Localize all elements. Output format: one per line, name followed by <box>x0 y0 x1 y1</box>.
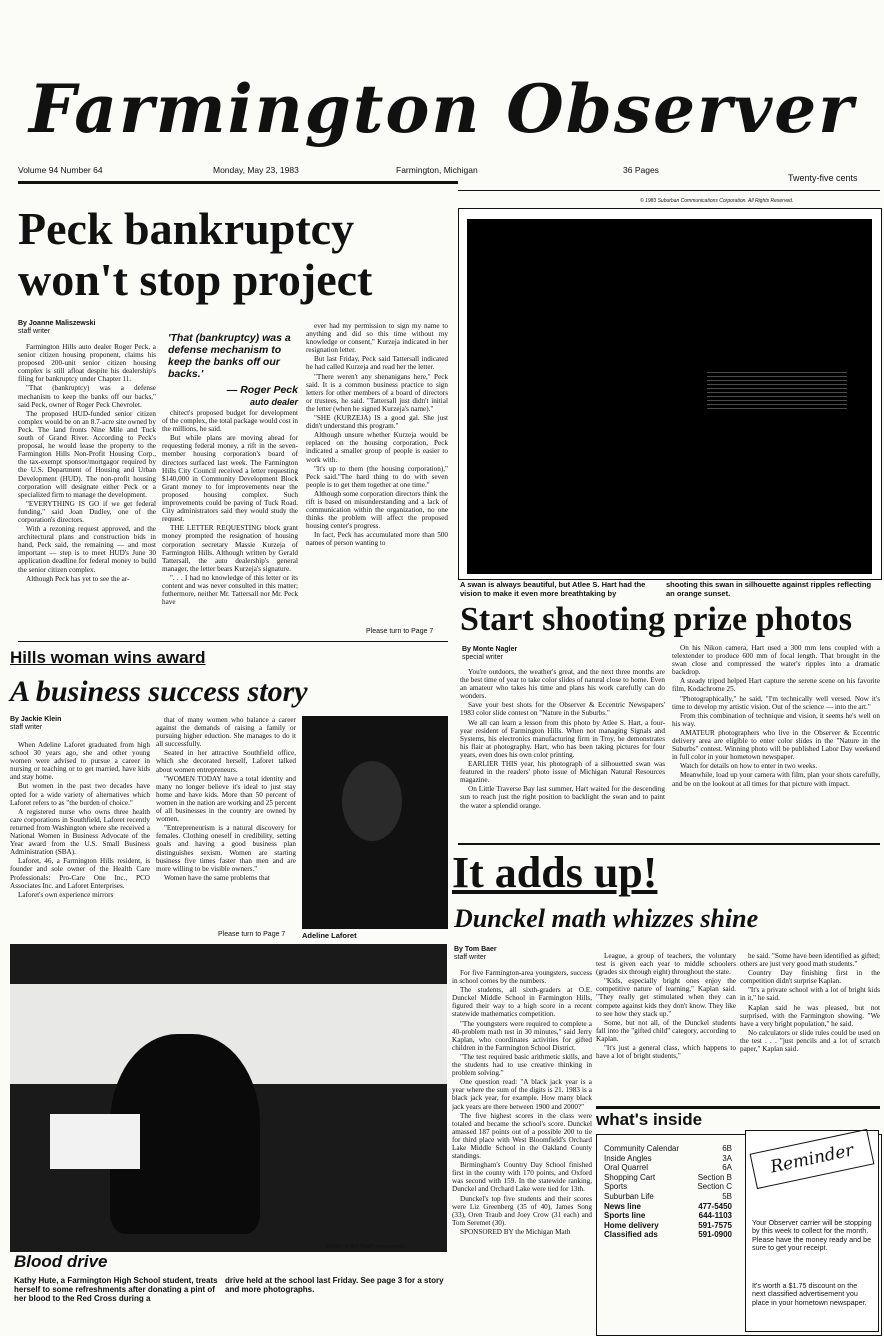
laforet-photo <box>302 716 448 929</box>
swan-byline-role: special writer <box>462 654 503 661</box>
math-column-3 <box>740 952 880 1112</box>
swan-byline <box>462 646 517 662</box>
blood-drive-photo <box>10 944 447 1252</box>
list-item[interactable]: Inside Angles 3A <box>604 1153 732 1163</box>
paragraph: Seated in her attractive Southfield office, which she decorated herself, Laforet talked about women entrepreneurs. <box>156 749 296 774</box>
paragraph: A steady tripod helped Hart capture the serene scene on his favorite film, Kodachrome 25. <box>672 677 880 694</box>
paragraph: Laforet, 46, a Farmington Hills resident, is founder and sole owner of the Health Care Professionals: Pro-Care One Inc., PCO Associates Inc. and Laforet Enterprises. <box>10 857 150 890</box>
hills-jump-line: Please turn to Page 7 <box>218 931 286 938</box>
peck-column-1 <box>18 343 156 639</box>
paragraph: "Kids, especially bright ones enjoy the competitive nature of learning," Kaplan said. "They really get stimulated when they can compete against kids they don't know. They like to see how they stack up." <box>596 977 736 1018</box>
paragraph: Meanwhile, load up your camera with film, plan your shots carefully, and be on the lookout at all times for that picture with impact. <box>672 771 880 788</box>
info-bar <box>18 163 884 183</box>
paragraph: No calculators or slide rules could be used on the test . . . "just pencils and a lot of scratch paper," Kaplan said. <box>740 1028 880 1054</box>
paragraph: "The youngsters were required to complete a 40-problem math test in 30 minutes," said Jerry Kaplan, who coordinates activities for gifted children in the Farmington School District. <box>452 1019 592 1052</box>
peck-pull-quote <box>168 332 298 408</box>
section-divider <box>18 641 448 642</box>
paragraph: "SHE (KURZEJA) IS a good gal. She just didn't understand this program." <box>306 414 448 431</box>
paragraph: The students, all sixth-graders at O.E. Dunckel Middle School in Farmington Hills, figured their way to a high score in a recent statewide mathematics competition. <box>452 986 592 1019</box>
paragraph: "It's a private school with a lot of bright kids in it," he said. <box>740 986 880 1003</box>
paragraph: Some, but not all, of the Dunckel students fall into the "gifted child" category, according to Kaplan. <box>596 1018 736 1043</box>
pull-quote-text: 'That (bankruptcy) was a defense mechanism to keep the banks off our backs.' <box>168 332 291 380</box>
swan-caption-right: shooting this swan in silhouette against ripples reflecting an orange sunset. <box>666 580 872 598</box>
paragraph: AMATEUR photographers who live in the Observer & Eccentric delivery area are eligible to enter color slides in the "Nature in the Suburbs" contest. Winning photo will be published Labor Day weekend in full color in your hometown newspaper. <box>672 728 880 762</box>
paragraph: Women have the same problems that <box>164 873 270 882</box>
paragraph: On Little Traverse Bay last summer, Hart waited for the descending sun to reach just the right position to backlight the swan and to paint the water a splendid orange. <box>460 785 665 810</box>
peck-column-2 <box>162 409 298 639</box>
swan-silhouette <box>707 369 847 409</box>
paragraph: Although some corporation directors think the rift is based on misunderstanding and a lack of communication within the organization, no one thinks the problem will affect the proposed housing center's progress. <box>306 489 448 531</box>
paragraph: But while plans are moving ahead for requesting federal money, a rift in the seven-member housing corporation's board of directors surfaced last week. The Farmington Hills City Council received a letter requesting $140,000 in Community Development Block Grant money to for improvements near the proposed housing complex. Such improvements could be paving of Tuck Road. City administrators said they would study the request. <box>162 434 298 524</box>
paragraph: Kaplan said he was pleased, but not surprised, with the Farmington showing. "We have a very bright population," he said. <box>740 1003 880 1028</box>
pages-label: 36 Pages <box>623 165 659 175</box>
paragraph: chitect's proposed budget for development of the complex, the total package would cost in the millions, he said. <box>162 409 298 434</box>
hills-kicker: Hills woman wins award <box>10 648 206 667</box>
hills-column-1 <box>10 741 150 934</box>
paragraph: Dunckel's top five students and their scores were Liz Greenberg (35 of 40), James Song (33), Oren Traub and Joey Crow (31 each) and Tom Seremet (30). <box>452 1194 592 1227</box>
paragraph: Although Peck has yet to see the ar- <box>26 574 130 583</box>
math-byline <box>454 946 497 962</box>
paragraph: Although unsure whether Kurzeja would be replaced on the housing corporation, Peck indicated a smaller group of people is easier to work with. <box>306 431 448 464</box>
list-item[interactable]: Sports line 644-1103 <box>604 1211 732 1221</box>
swan-caption-left: A swan is always beautiful, but Atlee S. Hart had the vision to make it even more breathtaking by <box>460 580 646 598</box>
paragraph: "Entrepreneurism is a natural discovery for females. Clothing oneself in credibility, setting goals and having a good business plan distinguishes sexism. Women are starting business five times faster than men and are more willing to be visible owners." <box>156 824 296 873</box>
paragraph: "It's up to them (the housing corporation)," Peck said."The hard thing to do with seven people is to get them together at one time." <box>306 464 448 489</box>
blood-caption-left: Kathy Hute, a Farmington High School student, treats herself to some refreshments after donating a pint of her blood to the Red Cross during a <box>14 1276 218 1303</box>
paragraph: From this combination of technique and vision, it seems he's well on his way. <box>672 711 880 728</box>
portrait-shape <box>342 761 402 841</box>
blood-drive-title: Blood drive <box>14 1252 108 1271</box>
paragraph: ever had my permission to sign my name to anything and did so this time without my knowledge or consent," Kurzeja indicated in her resignation letter. <box>306 322 448 355</box>
swan-photo-frame <box>458 208 882 580</box>
whats-inside-list <box>604 1144 732 1240</box>
paragraph: Birmingham's Country Day School finished first in the county with 170 points, and Oxford was second with 159. In the statewide ranking, Dunckel and Orchard Lake were tied for 13th. <box>452 1161 592 1194</box>
paragraph: "WOMEN TODAY have a total identity and many no longer believe it's ideal to just stay home and have kids. More than 50 percent of women in the nation are working and 25 percent of all businesses in the country are owned by women. <box>156 774 296 824</box>
hills-byline <box>10 716 61 732</box>
paragraph: Laforet's own experience mirrors <box>18 890 114 899</box>
paragraph: THE LETTER REQUESTING block grant money prompted the resignation of housing corporation secretary Massie Kurzeja of Farmington Hills. Although written by Gerald Tattersall, the auto dealership's general manager, the letter bears Kurzeja's signature. <box>162 524 298 573</box>
peck-column-3 <box>306 322 448 622</box>
reminder-title: Reminder <box>750 1129 875 1189</box>
paragraph: For five Farmington-area youngsters, success in school comes by the numbers. <box>452 969 592 986</box>
paragraph: ". . . I had no knowledge of this letter or its content and was never consulted in this matter; futhermore, neither Mr. Tattersall nor Mr. Peck have <box>162 573 298 607</box>
peck-headline-2: won't stop project <box>18 254 373 305</box>
swan-photo <box>467 219 872 574</box>
paragraph: "That (bankruptcy) was a defense mechanism to keep the banks off our backs," said Peck, owner of Roger Peck Chevrolet. <box>18 384 156 409</box>
paragraph: "Photographically," he said, "I'm technically well versed. Now it's time to develop my artistic vision. Out of the science — into the art." <box>672 694 880 711</box>
math-byline-name: By Tom Baer <box>454 946 497 953</box>
paragraph: "There weren't any shenanigans here," Peck said. It is a common business practice to sign letters for other members of a board of directors or trustees, he said. "Tattersall just didn't initial the letter (when he signed Kurzeja's name)." <box>306 372 448 413</box>
list-item[interactable]: Community Calendar 6B <box>604 1144 732 1153</box>
paragraph: he said. "Some have been identified as gifted; others are just very good math students." <box>740 952 880 969</box>
list-item[interactable]: Shopping Cart Section B <box>604 1172 732 1182</box>
paragraph: that of many women who balance a career against the demands of raising a family or pursuing higher eduction. She manages to do it all successfully. <box>156 716 296 749</box>
peck-jump-line: Please turn to Page 7 <box>366 628 434 635</box>
place-label: Farmington, Michigan <box>396 165 478 175</box>
swan-headline: Start shooting prize photos <box>460 601 852 638</box>
paragraph: The proposed HUD-funded senior citizen complex would be on an 8.7-acre site owned by Peck. The land fronts Nine Mile and Tuck south of Grand River. According to Peck's proposal, he would lease the property to the Farmington Hills Non-Profit Housing Corp., the tax-exempt sponsor/mortgagor required by the U.S. Department of Housing and Urban Development (HUD). The non-profit housing corporation will designate either Peck or a specialized firm to manage the development. <box>18 409 156 499</box>
paragraph: But last Friday, Peck said Tattersall indicated he had called Kurzeja and read her the letter. <box>306 355 448 372</box>
paragraph: EARLIER THIS year, his photograph of a silhouetted swan was featured in the readers' photo issue of Michigan Natural Resources magazine. <box>460 760 665 785</box>
photo-credit: RANDY BORST/staff photographer <box>326 1244 404 1250</box>
reminder-text-1: Your Observer carrier will be stopping by this week to collect for the month. Please have the money ready and be sure to get your receipt. <box>752 1218 872 1253</box>
paragraph: Farmington Hills auto dealer Roger Peck, a senior citizen housing proponent, claims his proposed 200-unit senior citizen housing complex is still afloat despite his dealership's filing for bankruptcy under Chapter 11. <box>18 343 156 384</box>
swan-divider <box>458 843 880 845</box>
list-item[interactable]: News line 477-5450 <box>604 1201 732 1211</box>
paragraph: Save your best shots for the Observer & Eccentric Newspapers' 1983 color slide contest on "Nature in the Suburbs." <box>460 701 665 718</box>
hills-headline: A business success story <box>10 675 308 708</box>
peck-headline-1: Peck bankruptcy <box>18 203 355 254</box>
reminder-text-2: It's worth a $1.75 discount on the next classified advertisement you place in your hometown newspaper. <box>752 1281 867 1307</box>
masthead-title: Farmington Observer <box>29 70 855 148</box>
paragraph: The five highest scores in the class were totaled and became the school's score. Dunckel amassed 187 points out of a possible 200 to tie for third place with West Bloomfield's Orchard Lake Middle School in the Oakland County standings. <box>452 1111 592 1161</box>
blood-caption-right: drive held at the school last Friday. See page 3 for a story and more photographs. <box>225 1276 444 1294</box>
price-label: Twenty-five cents <box>788 173 858 183</box>
list-item[interactable]: Oral Quarrel 6A <box>604 1163 732 1173</box>
hills-byline-name: By Jackie Klein <box>10 716 62 723</box>
math-headline: It adds up! <box>452 848 658 897</box>
tray-shape <box>50 1114 140 1169</box>
copyright-notice: © 1983 Suburban Communications Corporation. All Rights Reserved. <box>640 198 794 204</box>
peck-byline-name: By Joanne Maliszewski <box>18 320 96 327</box>
paragraph: With a rezoning request approved, and the architectural plans and construction bids in hand, Peck said, the remaining — and most important — step is to meet HUD's June 30 application deadline for federal money to build the senior citizen complex. <box>18 525 156 574</box>
volume-label: Volume 94 Number 64 <box>18 165 103 175</box>
math-column-2 <box>596 952 736 1097</box>
pull-quote-attribution: — Roger Peck <box>226 384 298 396</box>
paragraph: "It's just a general class, which happens to have a lot of bright students," <box>596 1044 736 1061</box>
paragraph: "The test required basic arithmetic skills, and the students had to use creative thinking in problem solving." <box>452 1052 592 1078</box>
swan-column-1 <box>460 668 665 840</box>
paragraph: One question read: "A black jack year is a year where the sum of the digits is 21. 1983 is a black jack year, for example. How many black jack years are there between 1900 and 2000?" <box>452 1078 592 1111</box>
list-item[interactable]: Classified ads 591-0900 <box>604 1230 732 1240</box>
swan-column-2 <box>672 644 880 840</box>
list-item[interactable]: Suburban Life 5B <box>604 1191 732 1201</box>
whats-inside-title: what's inside <box>596 1110 703 1129</box>
paragraph: "EVERYTHING IS GO if we get federal funding," said Joan Dudley, one of the corporation's directors. <box>18 499 156 524</box>
hills-byline-role: staff writer <box>10 724 43 731</box>
whats-inside-rule <box>596 1106 880 1109</box>
laforet-caption: Adeline Laforet <box>302 931 357 940</box>
peck-byline-role: staff writer <box>18 328 51 335</box>
hills-column-2 <box>156 716 296 929</box>
peck-byline <box>18 320 95 336</box>
paragraph: But women in the past two decades have opted for a wide variety of alternatives which Laforet refers to as "the burden of choice." <box>10 782 150 807</box>
paragraph: SPONSORED BY the Michigan Math <box>460 1227 571 1236</box>
list-item[interactable]: Home delivery 591-7575 <box>604 1220 732 1230</box>
math-column-1 <box>452 969 592 1331</box>
paragraph: Country Day finishing first in the competition didn't surprise Kaplan. <box>740 969 880 986</box>
paragraph: League, a group of teachers, the voluntary test is given each year to middle schoolers (grades six through eight) throughout the state. <box>596 952 736 977</box>
math-byline-role: staff writer <box>454 954 487 961</box>
masthead-rule-left <box>18 181 458 184</box>
swan-byline-name: By Monte Nagler <box>462 646 518 653</box>
paragraph: A registered nurse who owns three health care corporations in Southfield, Laforet recently returned from Washington where she received a National Women in Business Advocate of the Year award from the U.S. Small Business Administration (SBA). <box>10 807 150 857</box>
paragraph: When Adeline Laforet graduated from high school 30 years ago, she and other young women were advised to pursue a career in nursing or teaching or to get married, have kids and stay home. <box>10 741 150 782</box>
date-label: Monday, May 23, 1983 <box>213 165 299 175</box>
list-item[interactable]: Sports Section C <box>604 1182 732 1192</box>
reminder-box <box>745 1130 879 1332</box>
masthead-rule-right <box>458 190 880 191</box>
math-subhead: Dunckel math whizzes shine <box>454 904 759 933</box>
pull-quote-attribution-role: auto dealer <box>249 397 298 407</box>
paragraph: Watch for details on how to enter in two weeks. <box>680 762 818 771</box>
paragraph: On his Nikon camera, Hart used a 300 mm lens coupled with a telextender to produce 600 mm of focal length. That brought in the swan close and compressed the water's ripples into a dramatic backdrop. <box>672 644 880 677</box>
paragraph: In fact, Peck has accumulated more than 500 names of person wanting to <box>306 531 448 548</box>
paragraph: We all can learn a lesson from this photo by Atlee S. Hart, a four-year resident of Farmington Hills. When not managing Signals and Systems, his electronics manufacturing firm in Troy, he demonstrates his flair at photography. Hart, who has been taking pictures for four years, even does his own color printing. <box>460 718 665 759</box>
paragraph: You're outdoors, the weather's great, and the next three months are the best time of year to take color slides of natural close to home. Even an amateur who takes his time and plans his work carefully can do wonders. <box>460 668 665 701</box>
